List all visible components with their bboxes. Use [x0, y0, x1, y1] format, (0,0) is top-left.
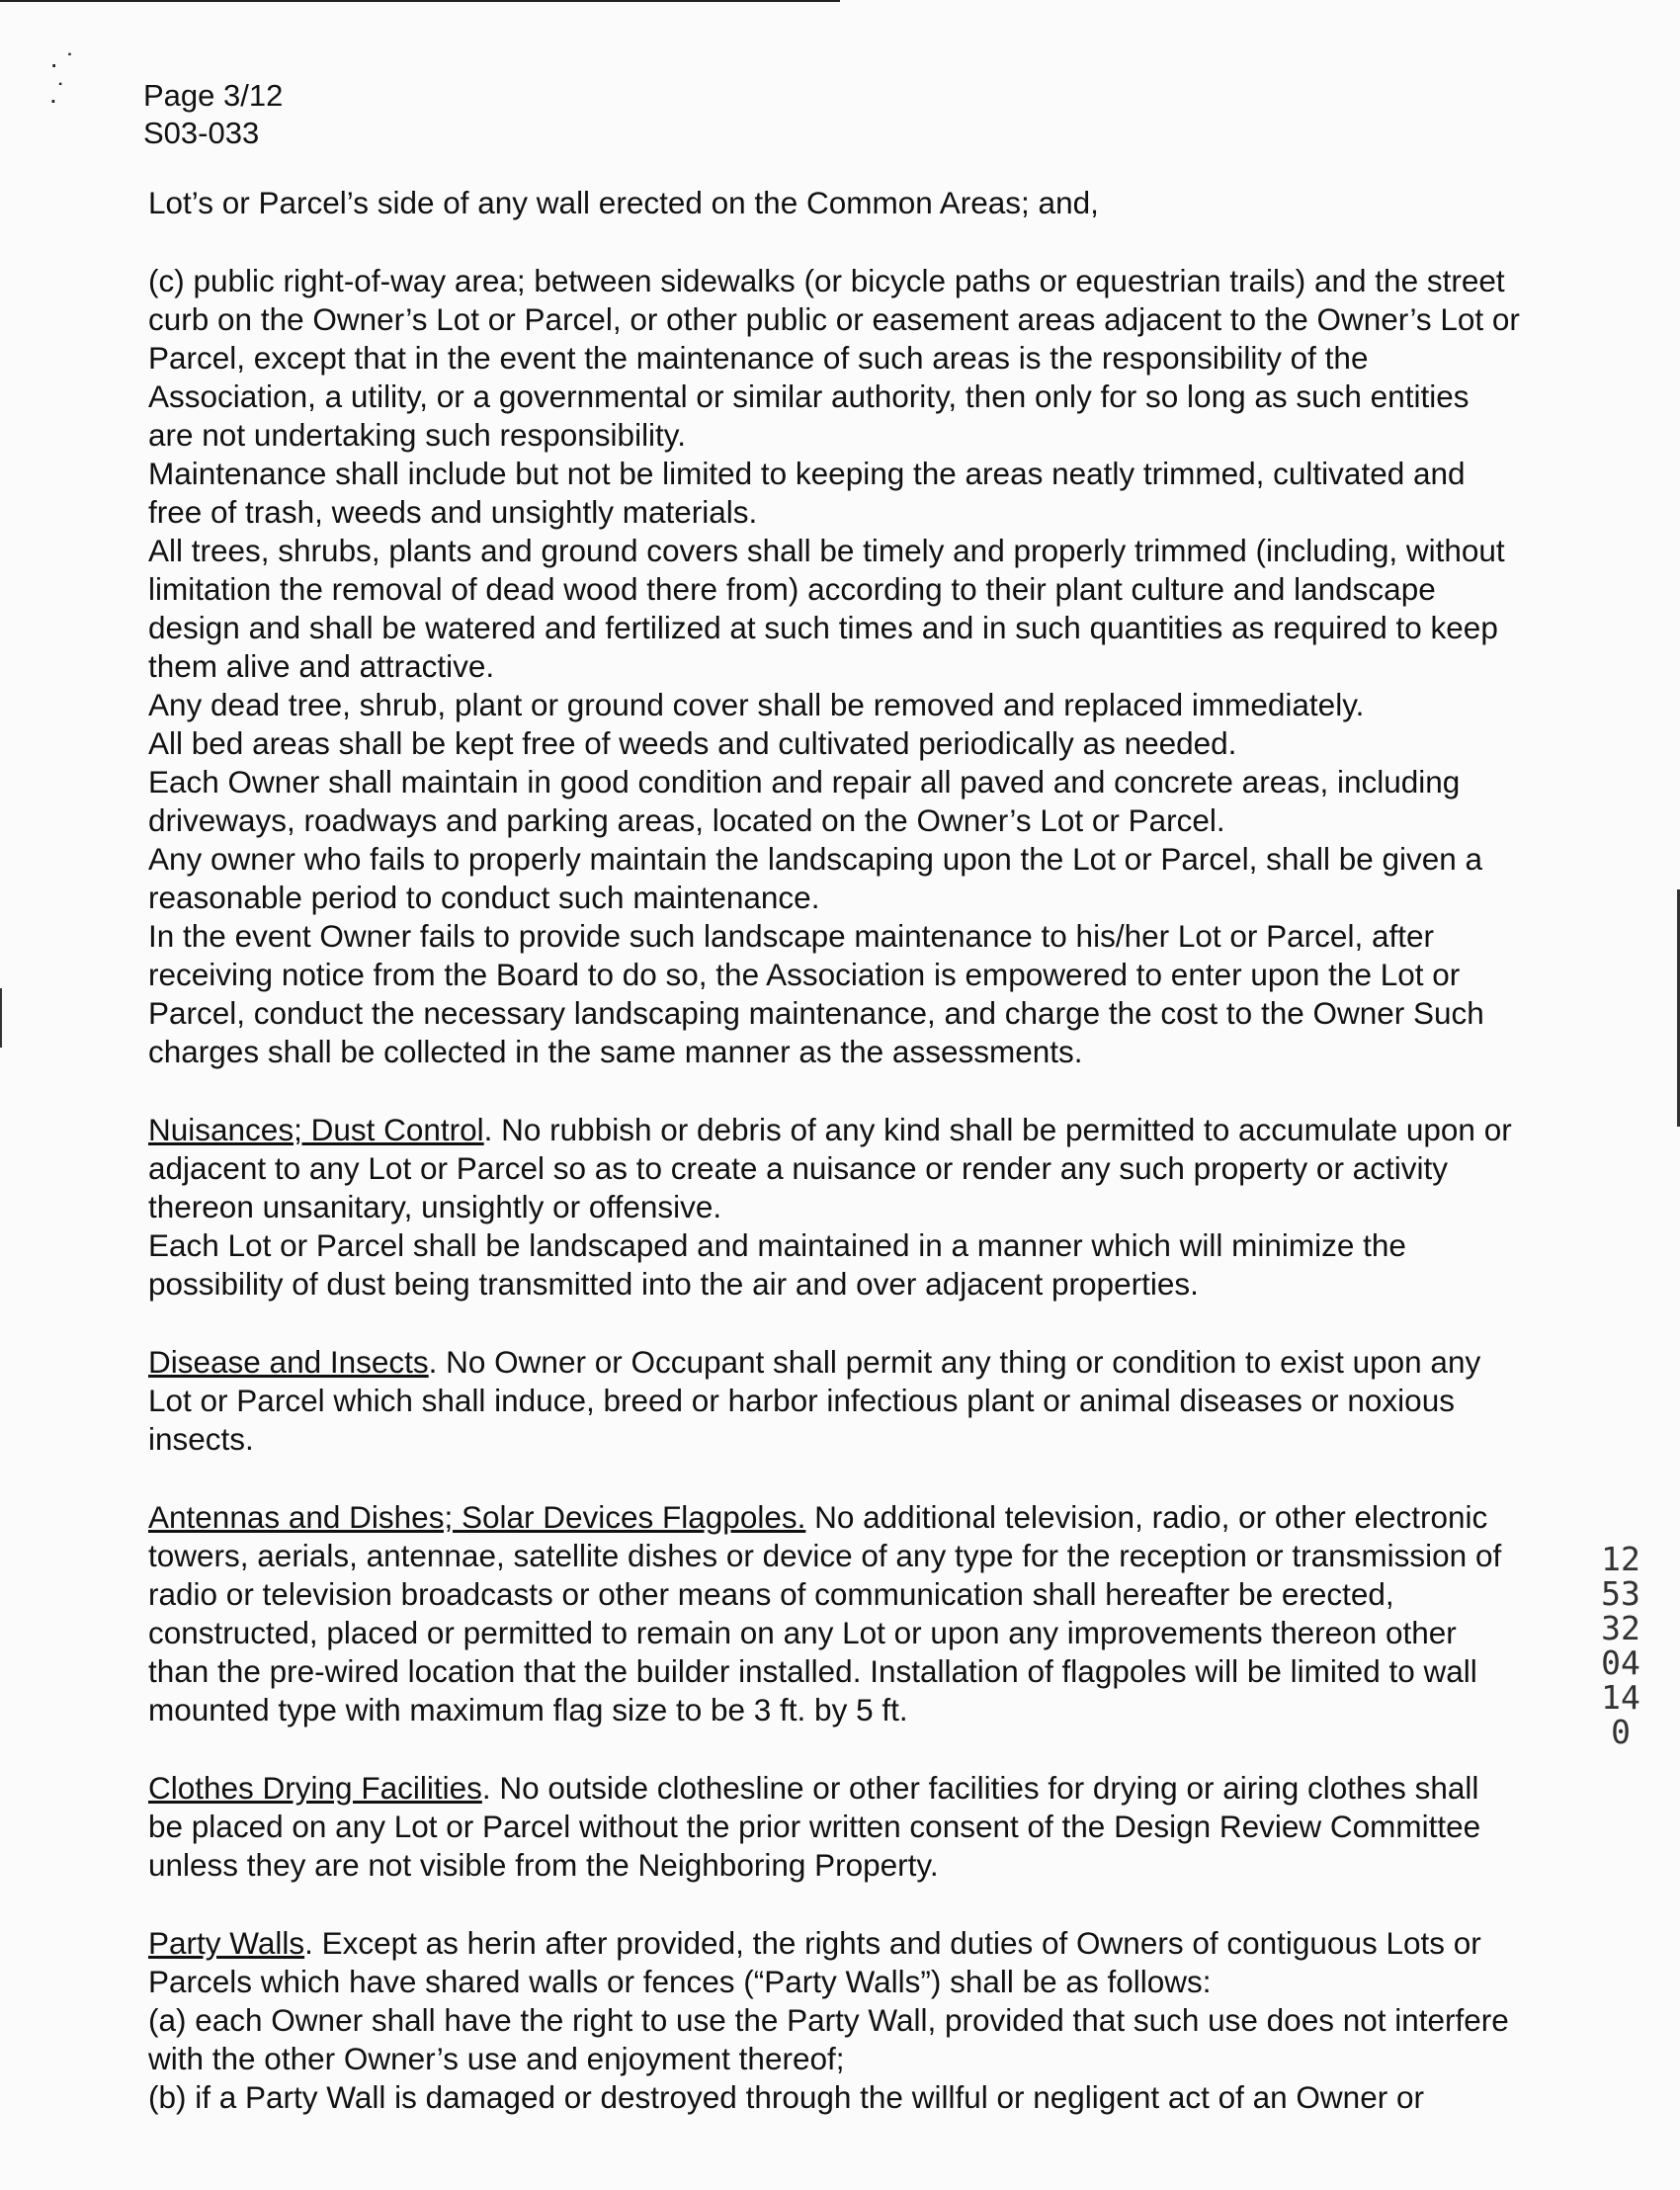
section-heading: Nuisances; Dust Control	[148, 1112, 484, 1147]
list-item: (a) each Owner shall have the right to use the Party Wall, provided that such use does not interfere with the other Owner’s use and enjoyment thereof;	[148, 2002, 1509, 2076]
section-disease	[148, 1343, 1522, 1459]
scan-specks: · ˙ .˙	[49, 48, 76, 109]
paragraph: Each Owner shall maintain in good condition and repair all paved and concrete areas, including driveways, roadways and parking areas, located on the Owner’s Lot or Parcel.	[148, 764, 1461, 838]
list-item: (b) if a Party Wall is damaged or destroyed through the willful or negligent act of an Owner or	[148, 2079, 1424, 2115]
paragraph: Any dead tree, shrub, plant or ground cover shall be removed and replaced immediately.	[148, 687, 1365, 722]
paragraph: Any owner who fails to properly maintain the landscaping upon the Lot or Parcel, shall be given a reasonable period to conduct such maintenance.	[148, 841, 1483, 915]
section-text: . No outside clothesline or other facilities for drying or airing clothes shall be placed on any Lot or Parcel without the prior written consent of the Design Review Committee unless they are not visible from the Neighboring Property.	[148, 1770, 1481, 1883]
paragraph: Each Lot or Parcel shall be landscaped and maintained in a manner which will minimize the possibility of dust being transmitted into the air and over adjacent properties.	[148, 1227, 1406, 1302]
section-heading: Antennas and Dishes; Solar Devices Flagpoles.	[148, 1499, 806, 1535]
section-party-walls	[148, 1924, 1522, 2001]
page-number: Page 3/12	[143, 78, 284, 113]
scan-edge-top	[0, 0, 840, 2]
paragraph: In the event Owner fails to provide such landscape maintenance to his/her Lot or Parcel, after receiving notice from the Board to do so, the Association is empowered to enter upon the Lot or Parcel, conduct the necessary landscaping maintenance, and charge the cost to the Owner Such charges shall be collected in the same manner as the assessments.	[148, 918, 1484, 1069]
section-heading: Party Walls	[148, 1925, 305, 1961]
document-body	[148, 184, 1522, 2117]
scan-edge-left	[0, 988, 2, 1048]
section-nuisances	[148, 1111, 1522, 1226]
paragraph: (c) public right-of-way area; between sidewalks (or bicycle paths or equestrian trails) and the street curb on the Owner’s Lot or Parcel, or other public or easement areas adjacent to the Owner’s Lot or Parcel, except that in the event the maintenance of such areas is the responsibility of the Association, a utility, or a governmental or similar authority, then only for so long as such entities are not undertaking such responsibility.	[148, 263, 1520, 453]
paragraph: Maintenance shall include but not be limited to keeping the areas neatly trimmed, cultivated and free of trash, weeds and unsightly materials.	[148, 456, 1466, 530]
section-heading: Clothes Drying Facilities	[148, 1770, 482, 1806]
paragraph: All trees, shrubs, plants and ground covers shall be timely and properly trimmed (including, without limitation the removal of dead wood there from) according to their plant culture and landscape design and shall be watered and fertilized at such times and in such quantities as required to keep them alive and attractive.	[148, 533, 1505, 684]
page-header	[143, 77, 283, 152]
document-id: S03-033	[143, 116, 260, 150]
section-text: No additional television, radio, or other electronic towers, aerials, antennae, satellite dishes or device of any type for the reception or transmission of radio or television broadcasts or other means of communication shall hereafter be erected, constructed, placed or permitted to remain on any Lot or upon any improvements thereon other than the pre-wired location that the builder installed. Installation of flagpoles will be limited to wall mounted type with maximum flag size to be 3 ft. by 5 ft.	[148, 1499, 1502, 1727]
section-antennas	[148, 1498, 1522, 1729]
section-text: . No Owner or Occupant shall permit any thing or condition to exist upon any Lot or Parcel which shall induce, breed or harbor infectious plant or animal diseases or noxious insects.	[148, 1344, 1481, 1457]
paragraph: All bed areas shall be kept free of weeds and cultivated periodically as needed.	[148, 725, 1237, 761]
paragraph: Lot’s or Parcel’s side of any wall erected on the Common Areas; and,	[148, 185, 1099, 220]
section-text: . Except as herin after provided, the rights and duties of Owners of contiguous Lots or Parcels which have shared walls or fences (“Party Walls”) shall be as follows:	[148, 1925, 1481, 1999]
section-text: . No rubbish or debris of any kind shall be permitted to accumulate upon or adjacent to any Lot or Parcel so as to create a nuisance or render any such property or activity thereon unsanitary, unsightly or offensive.	[148, 1112, 1512, 1224]
section-clothes	[148, 1769, 1522, 1885]
section-heading: Disease and Insects	[148, 1344, 429, 1380]
margin-stamp-number: 12533204140	[1601, 1540, 1640, 1751]
